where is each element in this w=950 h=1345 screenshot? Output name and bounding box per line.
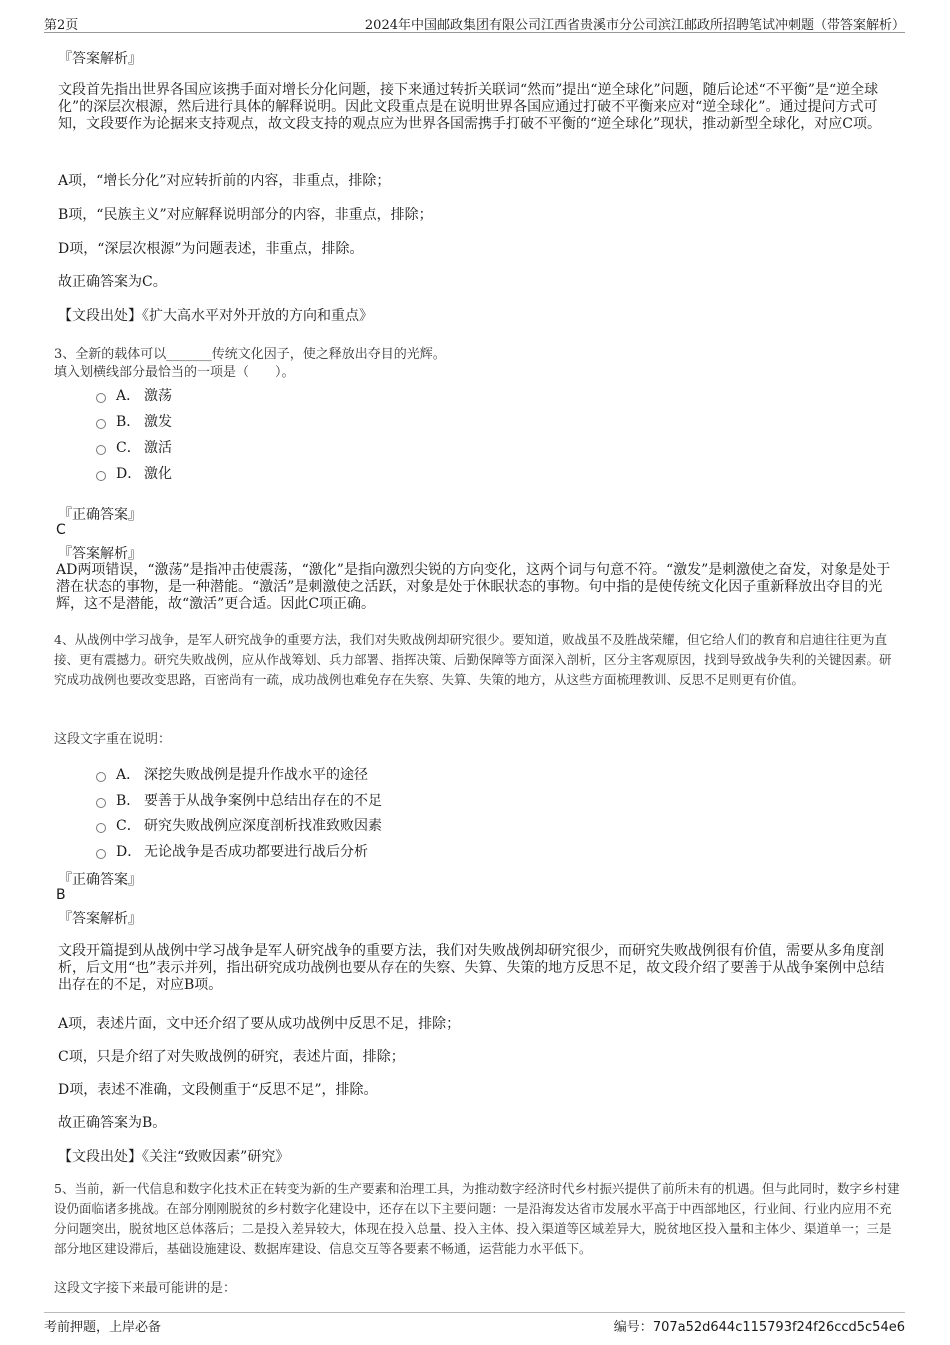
q4-option-c[interactable]: C． 研究失败战例应深度剖析找准致败因素 bbox=[96, 815, 382, 835]
q3-option-b[interactable]: B． 激发 bbox=[96, 411, 172, 431]
q2-option-a-note: A项，“增长分化”对应转折前的内容，非重点，排除； bbox=[58, 173, 391, 189]
q4-stem: 4、从战例中学习战争，是军人研究战争的重要方法，我们对失败战例却研究很少。要知道，败战虽不及胜战荣耀，但它给人们的教育和启迪往往更为直接、更有震撼力。研究失败战例，应从作战筹划、兵力部署、指挥决策、后勤保障等方面深入剖析，区分主客观原因，找到导致战争失利的关键因素。研究成功战例也要改变思路，百密尚有一疏，成功战例也难免存在失察、失算、失策的地方，从这些方面梳理教训、反思不足则更有价值。 bbox=[54, 632, 892, 687]
q2-analysis-label: 『答案解析』 bbox=[58, 51, 142, 67]
q3-answer: C bbox=[56, 522, 66, 538]
q4-option-b[interactable]: B． 要善于从战争案例中总结出存在的不足 bbox=[96, 790, 382, 810]
q4-conclusion: 故正确答案为B。 bbox=[58, 1115, 167, 1131]
q3-analysis-text: AD两项错误，“激荡”是指冲击使震荡，“激化”是指向激烈尖锐的方向变化，这两个词与句意不符。“激发”是刺激使之奋发，对象是处于潜在状态的事物，是一种潜能。“激活”是刺激使之活跃，对象是处于休眠状态的事物。句中指的是使传统文化因子重新释放出夺目的光辉，这不是潜能，故“激活”更合适。因此C项正确。 bbox=[56, 562, 891, 612]
radio-icon[interactable] bbox=[96, 445, 106, 455]
q4-option-d[interactable]: D． 无论战争是否成功都要进行战后分析 bbox=[96, 841, 368, 861]
q3-stem: 3、全新的载体可以_______传统文化因子，使之释放出夺目的光辉。 bbox=[54, 347, 446, 362]
radio-icon[interactable] bbox=[96, 393, 106, 403]
q2-option-d-note: D项，“深层次根源”为问题表述，非重点，排除。 bbox=[58, 241, 364, 257]
radio-icon[interactable] bbox=[96, 798, 106, 808]
q3-instruction: 填入划横线部分最恰当的一项是（ ）。 bbox=[54, 365, 295, 380]
q3-option-d[interactable]: D． 激化 bbox=[96, 463, 172, 483]
q3-analysis-label: 『答案解析』 bbox=[58, 546, 142, 562]
page-footer bbox=[44, 1312, 905, 1335]
q3-option-a[interactable]: A． 激荡 bbox=[96, 385, 172, 405]
q4-analysis-label: 『答案解析』 bbox=[58, 911, 142, 927]
q4-option-d-note: D项，表述不准确，文段侧重于“反思不足”，排除。 bbox=[58, 1082, 378, 1098]
document-title: 2024年中国邮政集团有限公司江西省贵溪市分公司滨江邮政所招聘笔试冲刺题（带答案解析） bbox=[364, 18, 905, 33]
q4-option-c-note: C项，只是介绍了对失败战例的研究，表述片面，排除； bbox=[58, 1049, 405, 1065]
q4-option-a[interactable]: A． 深挖失败战例是提升作战水平的途径 bbox=[96, 764, 368, 784]
q4-option-a-note: A项，表述片面，文中还介绍了要从成功战例中反思不足，排除； bbox=[58, 1016, 461, 1032]
radio-icon[interactable] bbox=[96, 419, 106, 429]
q5-question: 这段文字接下来最可能讲的是： bbox=[54, 1281, 237, 1296]
q4-answer-label: 『正确答案』 bbox=[58, 872, 142, 888]
radio-icon[interactable] bbox=[96, 823, 106, 833]
page-number: 第2页 bbox=[44, 18, 79, 33]
document-code: 编号：707a52d644c115793f24f26ccd5c54e6 bbox=[613, 1320, 905, 1335]
q5-stem: 5、当前，新一代信息和数字化技术正在转变为新的生产要素和治理工具，为推动数字经济时代乡村振兴提供了前所未有的机遇。但与此同时，数字乡村建设仍面临诸多挑战。在部分刚刚脱贫的乡村数字化建设中，还存在以下主要问题：一是沿海发达省市发展水平高于中西部地区，行业间、行业内应用不充分问题突出，脱贫地区总体落后；二是投入差异较大，体现在投入总量、投入主体、投入渠道等区域差异大，脱贫地区投入量和主体少、渠道单一；三是部分地区建设滞后，基础设施建设、数据库建设、信息交互等各要素不畅通，运营能力水平低下。 bbox=[54, 1181, 900, 1256]
radio-icon[interactable] bbox=[96, 471, 106, 481]
radio-icon[interactable] bbox=[96, 849, 106, 859]
q4-answer: B bbox=[56, 887, 66, 903]
q2-conclusion: 故正确答案为C。 bbox=[58, 274, 167, 290]
q3-option-c[interactable]: C． 激活 bbox=[96, 437, 172, 457]
q2-option-b-note: B项，“民族主义”对应解释说明部分的内容，非重点，排除； bbox=[58, 207, 433, 223]
q4-source: 【文段出处】《关注“致败因素”研究》 bbox=[58, 1149, 290, 1165]
q2-source: 【文段出处】《扩大高水平对外开放的方向和重点》 bbox=[58, 308, 373, 324]
page-header bbox=[44, 12, 905, 33]
footer-slogan: 考前押题，上岸必备 bbox=[44, 1320, 162, 1335]
q3-answer-label: 『正确答案』 bbox=[58, 507, 142, 523]
q4-analysis-text: 文段开篇提到从战例中学习战争是军人研究战争的重要方法，我们对失败战例却研究很少，而研究失败战例很有价值，需要从多角度剖析，后文用“也”表示并列，指出研究成功战例也要从存在的失察、失算、失策的地方反思不足，故文段介绍了要善于从战争案例中总结出存在的不足，对应B项。 bbox=[58, 943, 885, 993]
radio-icon[interactable] bbox=[96, 772, 106, 782]
q2-analysis-text: 文段首先指出世界各国应该携手面对增长分化问题，接下来通过转折关联词“然而”提出“逆全球化”问题，随后论述“不平衡”是“逆全球化”的深层次根源，然后进行具体的解释说明。因此文段重点是在说明世界各国应通过打破不平衡来应对“逆全球化”。通过提问方式可知，文段要作为论据来支持观点，故文段支持的观点应为世界各国需携手打破不平衡的“逆全球化”现状，推动新型全球化，对应C项。 bbox=[58, 82, 882, 132]
q4-question: 这段文字重在说明： bbox=[54, 732, 172, 747]
